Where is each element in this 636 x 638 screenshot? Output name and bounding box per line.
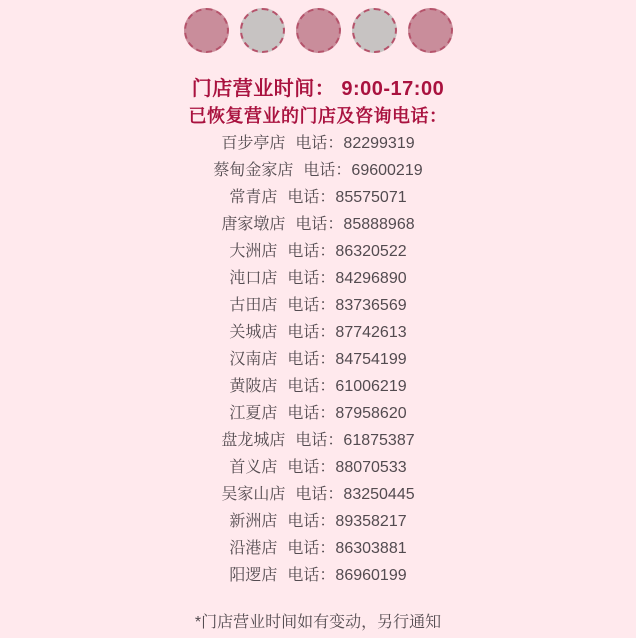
phone-number: 83736569 (335, 297, 407, 314)
phone-number: 86320522 (335, 243, 407, 260)
store-name: 常青店 (229, 189, 278, 206)
phone-label: 电话： (287, 243, 336, 260)
business-hours-heading: 门店营业时间： 9:00-17:00 (191, 78, 445, 100)
store-row (0, 427, 636, 454)
phone-number: 82299319 (343, 135, 415, 152)
store-row (0, 157, 636, 184)
store-row (0, 319, 636, 346)
phone-label: 电话： (287, 540, 336, 557)
phone-number: 86303881 (335, 540, 407, 557)
phone-number: 84296890 (335, 270, 407, 287)
store-row (0, 130, 636, 157)
phone-label: 电话： (287, 189, 336, 206)
store-row (0, 238, 636, 265)
store-name: 关城店 (229, 324, 278, 341)
decor-circle-5 (408, 8, 453, 53)
store-row (0, 454, 636, 481)
store-name: 黄陂店 (229, 378, 278, 395)
store-name: 汉南店 (229, 351, 278, 368)
phone-label: 电话： (287, 513, 336, 530)
decor-circle-1 (184, 8, 229, 53)
store-row (0, 265, 636, 292)
store-row (0, 508, 636, 535)
decor-circle-2 (240, 8, 285, 53)
decor-circle-4 (352, 8, 397, 53)
footer-note: *门店营业时间如有变动，另行通知 (194, 614, 442, 631)
phone-label: 电话： (287, 270, 336, 287)
store-row (0, 373, 636, 400)
phone-number: 61006219 (335, 378, 407, 395)
phone-number: 85888968 (343, 216, 415, 233)
phone-label: 电话： (295, 486, 344, 503)
phone-number: 88070533 (335, 459, 407, 476)
store-name: 盘龙城店 (221, 432, 286, 449)
phone-label: 电话： (287, 378, 336, 395)
store-row (0, 535, 636, 562)
store-name: 沿港店 (229, 540, 278, 557)
store-name: 百步亭店 (221, 135, 286, 152)
phone-label: 电话： (287, 324, 336, 341)
store-phone-list (0, 130, 636, 589)
phone-label: 电话： (287, 567, 336, 584)
phone-number: 84754199 (335, 351, 407, 368)
phone-label: 电话： (295, 216, 344, 233)
store-row (0, 292, 636, 319)
phone-number: 61875387 (343, 432, 415, 449)
phone-number: 85575071 (335, 189, 407, 206)
phone-number: 69600219 (351, 162, 423, 179)
store-name: 吴家山店 (221, 486, 286, 503)
store-name: 沌口店 (229, 270, 278, 287)
store-name: 新洲店 (229, 513, 278, 530)
decorative-circles (0, 0, 636, 53)
store-name: 阳逻店 (229, 567, 278, 584)
phone-label: 电话： (295, 135, 344, 152)
store-name: 江夏店 (229, 405, 278, 422)
store-name: 大洲店 (229, 243, 278, 260)
reopened-stores-heading: 已恢复营业的门店及咨询电话： (188, 106, 448, 126)
store-name: 唐家墩店 (221, 216, 286, 233)
phone-label: 电话： (295, 432, 344, 449)
phone-label: 电话： (303, 162, 352, 179)
phone-label: 电话： (287, 351, 336, 368)
store-name: 首义店 (229, 459, 278, 476)
phone-label: 电话： (287, 459, 336, 476)
phone-number: 87958620 (335, 405, 407, 422)
phone-label: 电话： (287, 405, 336, 422)
phone-label: 电话： (287, 297, 336, 314)
phone-number: 83250445 (343, 486, 415, 503)
store-row (0, 184, 636, 211)
phone-number: 89358217 (335, 513, 407, 530)
store-row (0, 562, 636, 589)
phone-number: 87742613 (335, 324, 407, 341)
store-name: 蔡甸金家店 (213, 162, 294, 179)
store-row (0, 211, 636, 238)
store-row (0, 481, 636, 508)
store-row (0, 400, 636, 427)
phone-number: 86960199 (335, 567, 407, 584)
store-name: 古田店 (229, 297, 278, 314)
decor-circle-3 (296, 8, 341, 53)
store-row (0, 346, 636, 373)
